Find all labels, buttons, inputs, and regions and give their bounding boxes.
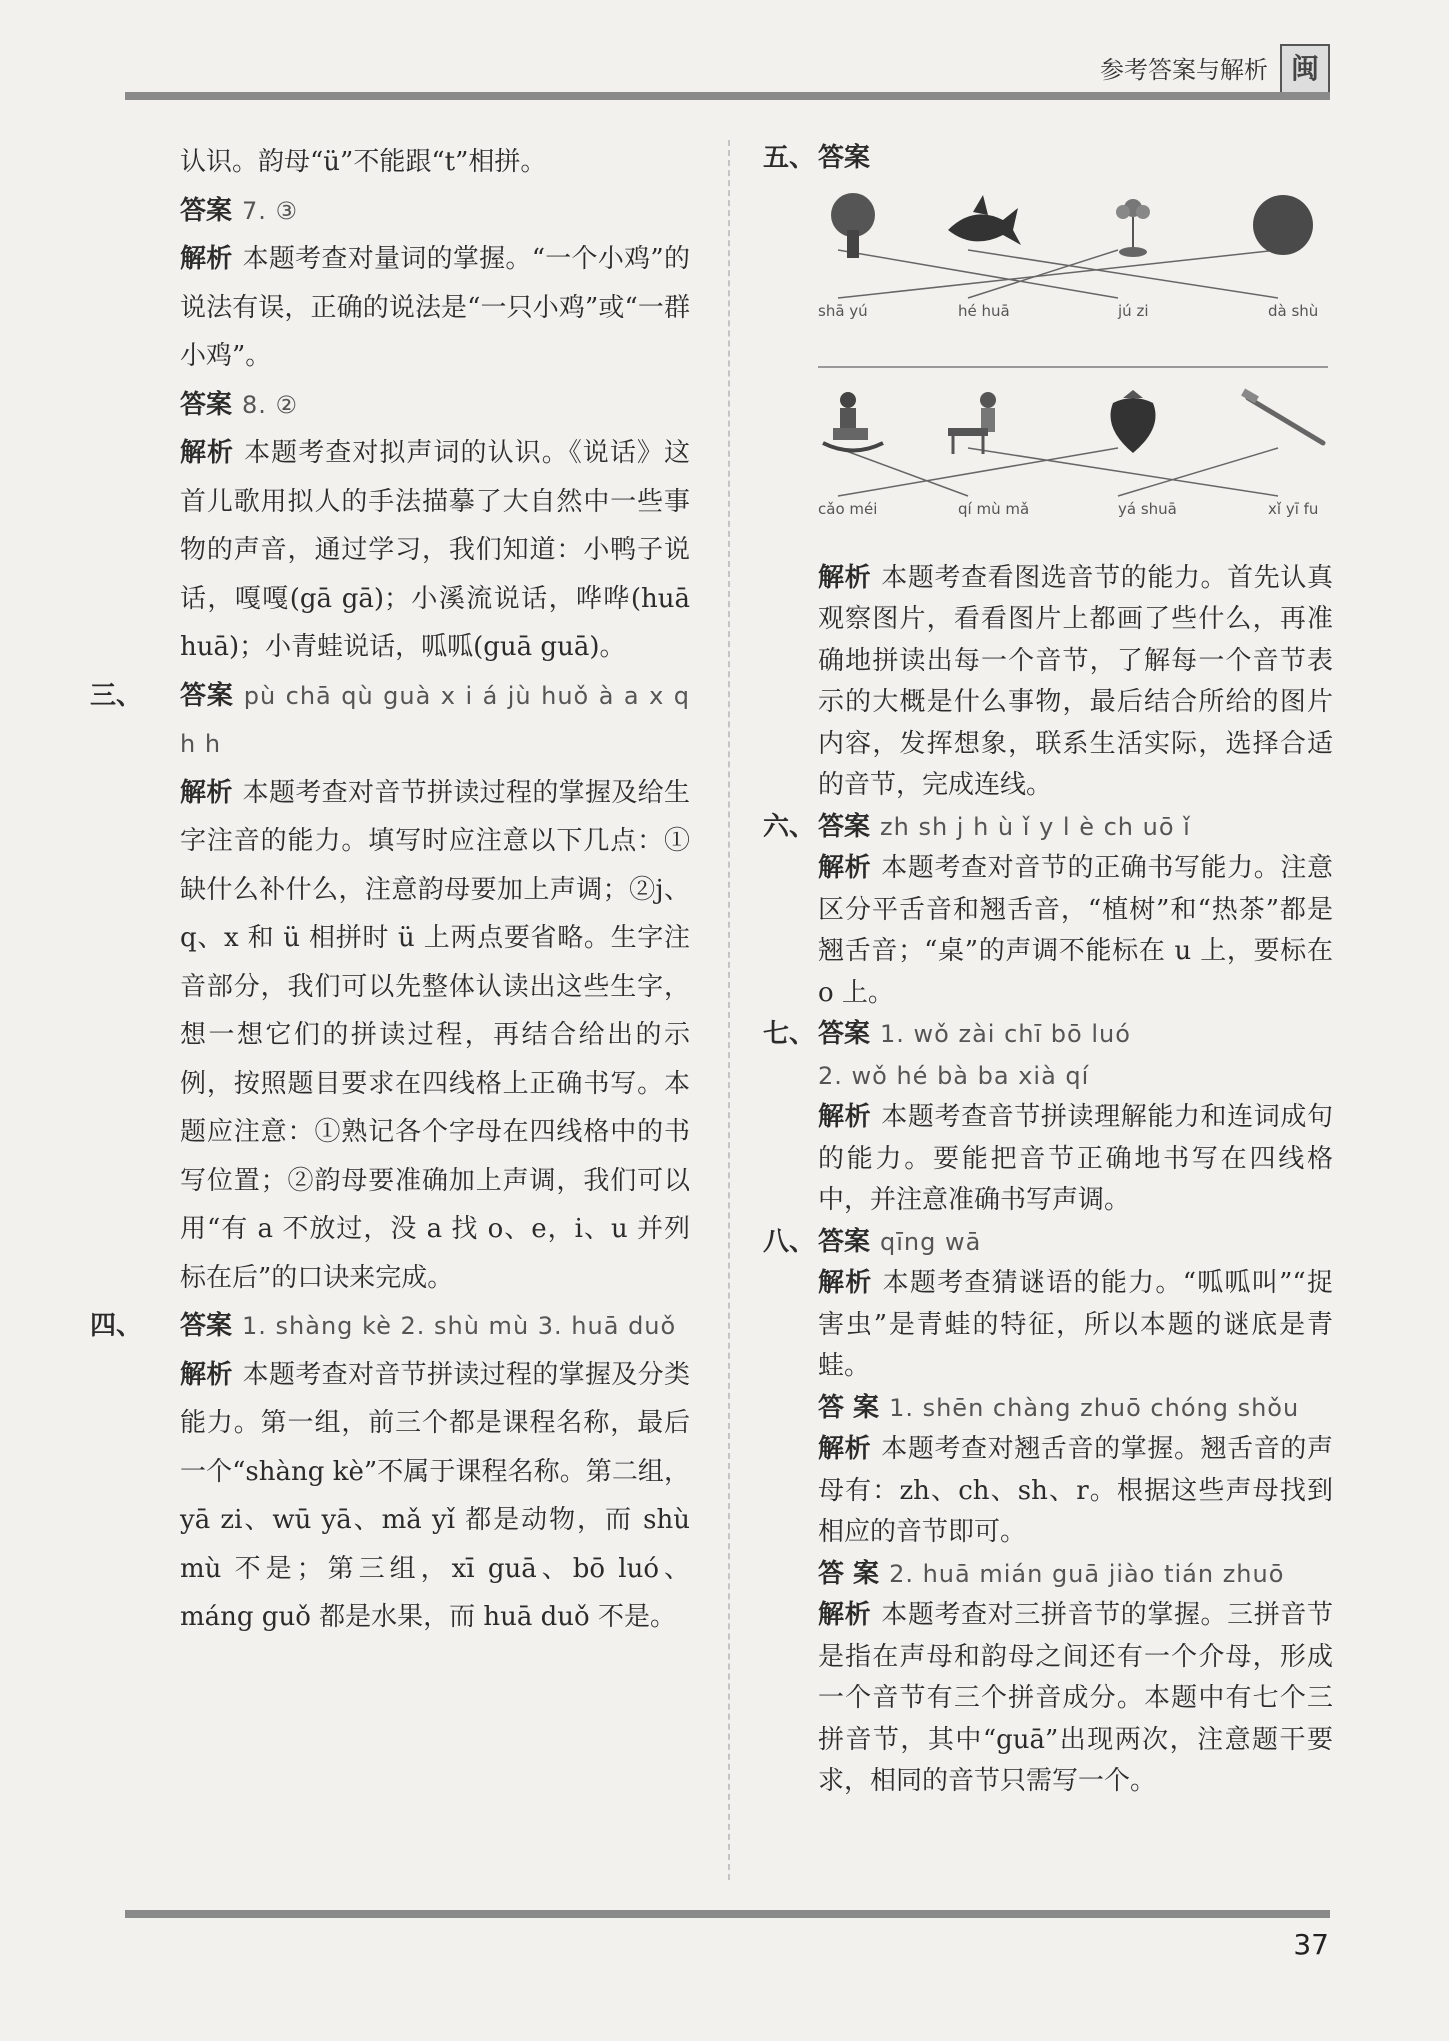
footer-rule (125, 1910, 1330, 1918)
section-9a-analysis: 解析 本题考查对翘舌音的掌握。翘舌音的声母有：zh、ch、sh、r。根据这些声母找到相应的音节即可。 (818, 1434, 1333, 1547)
answer-8: 答案 8. ② (180, 389, 299, 420)
section-8-answer: 八、 答案 qīng wā (763, 1226, 982, 1257)
left-column (90, 138, 690, 1642)
section-7-analysis: 解析 本题考查音节拼读理解能力和连词成句的能力。要能把音节正确地书写在四线格中，并注意准确书写声调。 (818, 1102, 1333, 1215)
strawberry-icon (1098, 388, 1168, 458)
matching-exercise-2 (818, 378, 1328, 558)
match-label: xǐ yī fu (1268, 499, 1319, 518)
section-9b-answer: 答 案 2. huā mián guā jiào tián zhuō (818, 1558, 1285, 1589)
answer-7: 答案 7. ③ (180, 195, 299, 226)
section-5-analysis: 解析 本题考查看图选音节的能力。首先认真观察图片，看看图片上都画了些什么，再准确地拼读出每一个音节，了解每一个音节表示的大概是什么事物，最后结合所给的图片内容，发挥想象，联系生活实际，选择合适的音节，完成连线。 (818, 562, 1333, 800)
matching-exercise-1 (818, 180, 1328, 360)
section-9a-answer: 答 案 1. shēn chàng zhuō chóng shǒu (818, 1392, 1300, 1423)
section-4-answer: 四、 答案 1. shàng kè 2. shù mù 3. huā duǒ (90, 1311, 677, 1341)
section-5-answer: 五、 答案 (763, 143, 871, 173)
section-7-answer: 七、 答案 1. wǒ zài chī bō luó (763, 1019, 1131, 1049)
girl-washing-icon (943, 388, 1013, 458)
section-9b-analysis: 解析 本题考查对三拼音节的掌握。三拼音节是指在声母和韵母之间还有一个介母，形成一个音节有三个拼音成分。本题中有七个三拼音节，其中“guā”出现两次，注意题干要求，相同的音节只需写一个。 (818, 1600, 1333, 1796)
tree-icon (818, 190, 888, 260)
match-label: jú zi (1118, 301, 1149, 320)
right-column (763, 138, 1333, 1803)
section-7-answer-2: 2. wǒ hé bà ba xià qí (818, 1061, 1090, 1090)
column-divider (728, 140, 730, 1880)
toothbrush-icon (1238, 388, 1328, 458)
section-6-answer: 六、 答案 zh sh j h ù ǐ y l è ch uō ǐ (763, 811, 1191, 842)
section-3-analysis: 解析 本题考查对音节拼读过程的掌握及给生字注音的能力。填写时应注意以下几点：①缺什么补什么，注意韵母要加上声调；②j、q、x 和 ü 相拼时 ü 上两点要省略。生字注音部分，我们可以先整体认读出这些生字，想一想它们的拼读过程，再结合给出的示例，按照题目要求在四线格上正确书写。本题应注意：①熟记各个字母在四线格中的书写位置；②韵母要准确加上声调，我们可以用“有 a 不放过，没 a 找 o、e，i、u 并列标在后”的口诀来完成。 (180, 777, 690, 1293)
match-label: yá shuā (1118, 499, 1177, 518)
analysis-8: 解析 本题考查对拟声词的认识。《说话》这首儿歌用拟人的手法描摹了大自然中一些事物的声音，通过学习，我们知道：小鸭子说话，嘎嘎(gā gā)；小溪流说话，哗哗(huā huā)；小青蛙说话，呱呱(guā guā)。 (180, 438, 690, 662)
match-label: cǎo méi (818, 499, 878, 518)
header-rule (125, 92, 1330, 100)
section-8-analysis: 解析 本题考查猜谜语的能力。“呱呱叫”“捉害虫”是青蛙的特征，所以本题的谜底是青蛙。 (818, 1268, 1333, 1381)
header-title: 参考答案与解析 (1100, 56, 1268, 84)
rocking-horse-icon (818, 388, 888, 458)
section-6-analysis: 解析 本题考查对音节的正确书写能力。注意区分平舌音和翘舌音，“植树”和“热茶”都是翘舌音；“桌”的声调不能标在 u 上，要标在 o 上。 (818, 853, 1333, 1008)
match-label: dà shù (1268, 301, 1319, 320)
match-label: qí mù mǎ (958, 499, 1030, 518)
section-3-answer: 三、 答案 pù chā qù guà x i á jù huǒ à a x q h h (90, 680, 690, 758)
paragraph: 认识。韵母“ü”不能跟“t”相拼。 (180, 147, 547, 177)
match-label: shā yú (818, 301, 868, 320)
ball-icon (1248, 190, 1318, 260)
page-header (125, 40, 1330, 100)
analysis-7: 解析 本题考查对量词的掌握。“一个小鸡”的说法有误，正确的说法是“一只小鸡”或“一群小鸡”。 (180, 244, 690, 371)
section-4-analysis: 解析 本题考查对音节拼读过程的掌握及分类能力。第一组，前三个都是课程名称，最后一个“shàng kè”不属于课程名称。第二组，yā zi、wū yā、mǎ yǐ 都是动物，而 shù mù 不是；第三组，xī guā、bō luó、máng guǒ 都是水果，而 huā duǒ 不是。 (180, 1359, 690, 1632)
flower-icon (1098, 190, 1168, 260)
match-label: hé huā (958, 301, 1010, 320)
page-number: 37 (1293, 1928, 1329, 1961)
matching-separator (818, 366, 1328, 368)
shark-icon (943, 190, 1013, 260)
header-badge: 闽 (1280, 44, 1330, 94)
